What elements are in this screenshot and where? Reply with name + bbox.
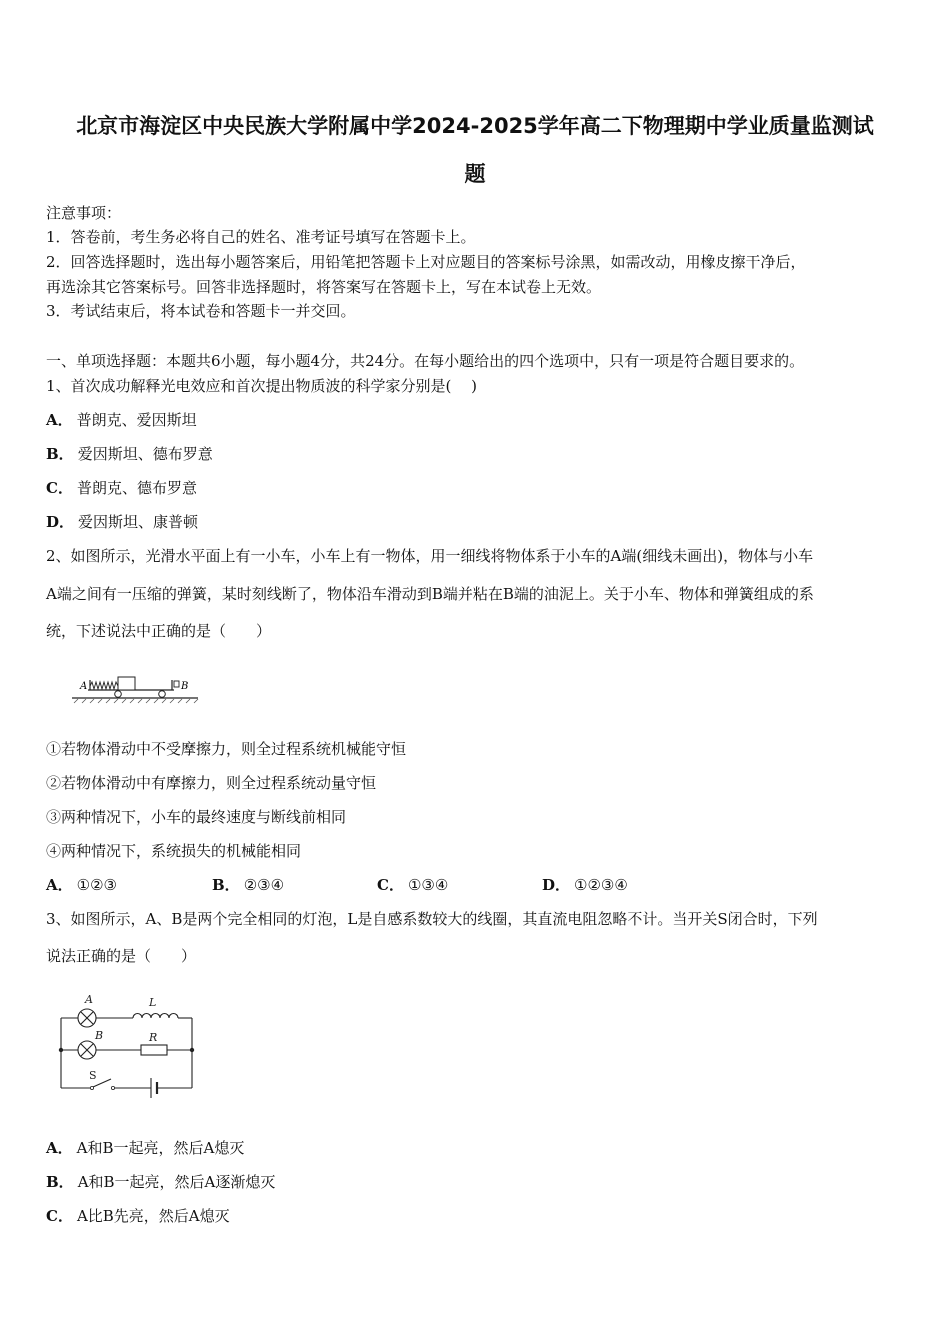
- option-label: B．: [46, 445, 74, 463]
- option-label: D．: [542, 876, 571, 894]
- q3-stem-line1: 3、如图所示，A、B是两个完全相同的灯泡，L是自感系数较大的线圈，其直流电阻忽略不计。当开关S闭合时，下列: [46, 910, 818, 928]
- q1-option-b: [46, 445, 213, 463]
- option-label: C．: [46, 1207, 73, 1225]
- q3-option-b: [46, 1173, 275, 1191]
- q1-option-a: [46, 411, 197, 429]
- q2-statement-2: ②若物体滑动中有摩擦力，则全过程系统动量守恒: [46, 774, 377, 792]
- cart-spring-figure: [70, 670, 200, 706]
- q1-option-c: [46, 479, 197, 497]
- option-text: 普朗克、爱因斯坦: [76, 411, 197, 429]
- option-label: B．: [212, 876, 240, 894]
- option-text: 爱因斯坦、康普顿: [78, 513, 199, 531]
- label-a: A: [80, 681, 88, 692]
- option-text: A比B先亮，然后A熄灭: [76, 1207, 230, 1225]
- label-r: R: [149, 1031, 158, 1044]
- option-label: B．: [46, 1173, 74, 1191]
- circuit-figure: [55, 988, 205, 1102]
- label-b: B: [95, 1029, 104, 1042]
- option-label: D．: [46, 513, 75, 531]
- q1-stem: 1、首次成功解释光电效应和首次提出物质波的科学家分别是( ): [46, 377, 478, 395]
- label-s: S: [89, 1069, 97, 1082]
- notice-item-1: 1．答卷前，考生务必将自己的姓名、准考证号填写在答题卡上。: [46, 228, 476, 246]
- q3-stem-line2: 说法正确的是（ ）: [46, 947, 197, 965]
- q2-option-d: [542, 876, 628, 894]
- q2-stem-line3: 统，下述说法中正确的是（ ）: [46, 622, 272, 640]
- option-label: A．: [46, 876, 73, 894]
- label-a: A: [85, 993, 93, 1006]
- q3-option-a: [46, 1139, 244, 1157]
- label-l: L: [149, 996, 157, 1009]
- option-label: C．: [377, 876, 404, 894]
- document-title-line1: 北京市海淀区中央民族大学附属中学2024-2025学年高二下物理期中学业质量监测试: [76, 114, 874, 138]
- q2-option-c: [377, 876, 448, 894]
- q2-statement-4: ④两种情况下，系统损失的机械能相同: [46, 842, 302, 860]
- label-b: B: [181, 681, 189, 692]
- notice-item-3: 3．考试结束后，将本试卷和答题卡一并交回。: [46, 302, 356, 320]
- q2-option-a: [46, 876, 117, 894]
- option-label: C．: [46, 479, 73, 497]
- q1-option-d: [46, 513, 198, 531]
- section-heading: 一、单项选择题：本题共6小题，每小题4分，共24分。在每小题给出的四个选项中，只有一项是符合题目要求的。: [46, 352, 805, 370]
- option-text: ①③④: [407, 876, 449, 894]
- notice-item-2: 2．回答选择题时，选出每小题答案后，用铅笔把答题卡上对应题目的答案标号涂黑，如需改动，用橡皮擦干净后，: [46, 253, 806, 271]
- option-text: 爱因斯坦、德布罗意: [77, 445, 213, 463]
- q3-option-c: [46, 1207, 230, 1225]
- q2-stem-line2: A端之间有一压缩的弹簧，某时刻线断了，物体沿车滑动到B端并粘在B端的油泥上。关于小车、物体和弹簧组成的系: [46, 585, 814, 603]
- q2-statement-1: ①若物体滑动中不受摩擦力，则全过程系统机械能守恒: [46, 740, 407, 758]
- q2-stem-line1: 2、如图所示，光滑水平面上有一小车，小车上有一物体，用一细线将物体系于小车的A端(细线未画出)，物体与小车: [46, 547, 814, 565]
- option-text: ①②③④: [574, 876, 628, 894]
- option-text: A和B一起亮，然后A熄灭: [76, 1139, 245, 1157]
- option-text: ①②③: [76, 876, 117, 894]
- option-text: 普朗克、德布罗意: [76, 479, 197, 497]
- document-title-line2: 题: [464, 162, 486, 186]
- q2-statement-3: ③两种情况下，小车的最终速度与断线前相同: [46, 808, 347, 826]
- notice-heading: 注意事项：: [46, 204, 122, 222]
- option-text: A和B一起亮，然后A逐渐熄灭: [77, 1173, 276, 1191]
- q2-option-b: [212, 876, 284, 894]
- notice-item-2-cont: 再选涂其它答案标号。回答非选择题时，将答案写在答题卡上，写在本试卷上无效。: [46, 278, 602, 296]
- option-text: ②③④: [243, 876, 285, 894]
- option-label: A．: [46, 1139, 73, 1157]
- option-label: A．: [46, 411, 73, 429]
